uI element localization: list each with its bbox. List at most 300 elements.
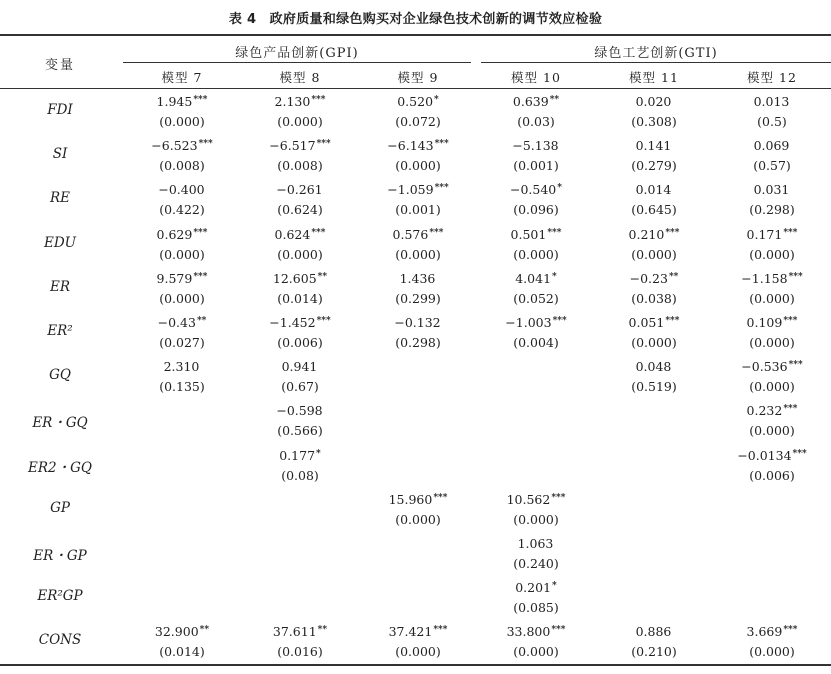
coefficient — [241, 177, 359, 199]
table-row — [0, 531, 831, 575]
coefficient — [241, 310, 359, 332]
coefficient-value: 2.310 — [163, 359, 200, 375]
significance-stars: * — [552, 581, 557, 592]
coefficient — [477, 354, 595, 376]
p-value: (0.000) — [631, 246, 677, 262]
coefficient — [713, 398, 831, 420]
coefficient — [241, 487, 359, 509]
p-value: (0.096) — [513, 202, 559, 218]
coefficient — [713, 89, 831, 111]
coefficient — [595, 133, 713, 155]
significance-stars: ** — [199, 625, 210, 636]
coefficient-value: −1.158 — [741, 270, 788, 286]
variable-name: ER² — [47, 322, 73, 339]
coefficient — [123, 443, 241, 465]
coefficient-value: 0.171 — [746, 226, 783, 242]
table-cell — [241, 531, 359, 575]
table-cell — [359, 177, 477, 221]
coefficient — [713, 487, 831, 509]
coefficient-value: 0.232 — [746, 403, 783, 419]
table-cell — [595, 89, 713, 133]
coefficient-value: 0.051 — [628, 314, 665, 330]
coefficient-value: 0.201 — [515, 580, 552, 596]
p-value: (0.001) — [395, 202, 441, 218]
table-cell — [713, 266, 831, 310]
coefficient — [595, 89, 713, 111]
table-cell — [477, 443, 595, 487]
significance-stars: *** — [433, 625, 448, 636]
coefficient — [359, 222, 477, 244]
p-value: (0.014) — [159, 644, 205, 660]
coefficient — [477, 266, 595, 288]
p-value — [713, 509, 831, 531]
coefficient — [241, 266, 359, 288]
coefficient-value: −6.143 — [387, 138, 434, 154]
table-row — [0, 398, 831, 442]
coefficient — [123, 177, 241, 199]
coefficient-value: 37.611 — [272, 624, 317, 640]
p-value: (0.5) — [757, 114, 787, 129]
table-cell — [595, 222, 713, 266]
p-value — [713, 597, 831, 619]
table-cell — [241, 133, 359, 177]
table-cell — [595, 310, 713, 354]
coefficient — [595, 487, 713, 509]
coefficient — [477, 531, 595, 553]
coefficient-value: −6.517 — [269, 138, 316, 154]
variable-name: ER・GQ — [32, 415, 88, 432]
p-value — [595, 509, 713, 531]
coefficient-value: 0.210 — [628, 226, 665, 242]
p-value: (0.000) — [749, 644, 795, 660]
variable-header: 变量 — [44, 58, 75, 73]
variable-name: EDU — [43, 234, 77, 251]
coefficient — [359, 310, 477, 332]
significance-stars: ** — [549, 95, 560, 105]
table-cell — [241, 398, 359, 442]
table-cell — [477, 222, 595, 266]
p-value: (0.000) — [395, 511, 441, 527]
coefficient — [359, 133, 477, 155]
p-value: (0.004) — [513, 334, 559, 350]
coefficient-value: 0.069 — [753, 138, 790, 154]
p-value: (0.240) — [513, 555, 559, 571]
coefficient — [359, 177, 477, 199]
table-cell — [241, 354, 359, 398]
model-header-11: 模型 11 — [629, 70, 679, 85]
table-cell — [241, 222, 359, 266]
coefficient-value: 0.624 — [274, 226, 311, 242]
table-cell — [477, 575, 595, 619]
p-value — [123, 509, 241, 531]
table-row — [0, 443, 831, 487]
table-cell — [713, 398, 831, 442]
coefficient-value: 0.109 — [746, 314, 783, 330]
coefficient-value: 37.421 — [388, 624, 433, 640]
coefficient-value: −0.0134 — [737, 447, 792, 463]
coefficient — [477, 133, 595, 155]
significance-stars: *** — [792, 448, 807, 459]
coefficient — [241, 89, 359, 111]
significance-stars: * — [434, 95, 439, 105]
coefficient — [241, 222, 359, 244]
significance-stars: *** — [665, 227, 680, 238]
table-row — [0, 177, 831, 221]
significance-stars: *** — [552, 315, 567, 326]
p-value: (0.135) — [159, 379, 205, 395]
p-value: (0.052) — [513, 290, 559, 306]
p-value: (0.000) — [513, 246, 559, 262]
significance-stars: *** — [434, 139, 449, 150]
significance-stars: *** — [783, 315, 798, 326]
coefficient — [477, 575, 595, 597]
significance-stars: *** — [193, 95, 208, 105]
coefficient-value: 0.520 — [397, 94, 434, 109]
coefficient — [241, 398, 359, 420]
table-cell — [123, 575, 241, 619]
coefficient-value: 0.177 — [279, 447, 316, 463]
table-cell — [713, 222, 831, 266]
significance-stars: *** — [783, 227, 798, 238]
coefficient-value: −1.059 — [387, 182, 434, 198]
coefficient-value: 9.579 — [156, 270, 193, 286]
coefficient-value: −0.43 — [157, 314, 196, 330]
table-body — [0, 89, 831, 663]
model-header-7: 模型 7 — [161, 70, 203, 85]
p-value: (0.67) — [281, 379, 319, 395]
variable-name: FDI — [47, 102, 73, 118]
coefficient — [241, 619, 359, 641]
significance-stars: *** — [547, 227, 562, 238]
variable-name: RE — [49, 190, 71, 207]
significance-stars: * — [557, 183, 562, 194]
p-value — [359, 465, 477, 487]
coefficient — [713, 266, 831, 288]
table-row — [0, 487, 831, 531]
significance-stars: *** — [788, 271, 803, 282]
table-cell — [123, 487, 241, 531]
table-cell — [359, 487, 477, 531]
significance-stars: *** — [783, 625, 798, 636]
variable-name: ER²GP — [37, 588, 83, 605]
significance-stars: ** — [317, 625, 328, 636]
table-cell — [713, 443, 831, 487]
coefficient — [123, 89, 241, 111]
coefficient — [359, 89, 477, 111]
model-header-8: 模型 8 — [279, 70, 321, 85]
table-cell — [713, 310, 831, 354]
coefficient-value: 15.960 — [388, 491, 433, 507]
p-value: (0.014) — [277, 290, 323, 306]
p-value: (0.006) — [277, 334, 323, 350]
model-header-9: 模型 9 — [397, 70, 439, 85]
coefficient-value: 1.945 — [156, 94, 193, 109]
p-value: (0.624) — [277, 202, 323, 218]
table-cell — [595, 575, 713, 619]
coefficient — [595, 310, 713, 332]
coefficient — [477, 619, 595, 641]
coefficient-value: −0.23 — [629, 270, 668, 286]
p-value — [359, 597, 477, 619]
table-cell — [359, 619, 477, 663]
p-value: (0.000) — [159, 246, 205, 262]
p-value: (0.000) — [749, 379, 795, 395]
table-cell — [595, 266, 713, 310]
significance-stars: *** — [551, 492, 566, 503]
bottom-rule — [0, 664, 831, 666]
p-value: (0.016) — [277, 644, 323, 660]
p-value — [241, 553, 359, 575]
coefficient-value: 2.130 — [274, 94, 311, 109]
coefficient-value: 0.020 — [635, 94, 672, 109]
table-cell — [123, 89, 241, 133]
coefficient-value: −0.540 — [510, 182, 557, 198]
coefficient-value: 33.800 — [506, 624, 551, 640]
coefficient-value: 0.014 — [635, 182, 672, 198]
table-row — [0, 575, 831, 619]
table-cell — [477, 487, 595, 531]
variable-name: CONS — [38, 632, 82, 649]
coefficient — [241, 531, 359, 553]
coefficient-value: 0.013 — [753, 94, 790, 109]
p-value: (0.072) — [395, 114, 441, 129]
table-row — [0, 266, 831, 310]
coefficient — [359, 531, 477, 553]
table-cell — [713, 575, 831, 619]
coefficient-value: −0.132 — [394, 314, 441, 330]
coefficient-value: 0.639 — [512, 94, 549, 109]
p-value: (0.008) — [277, 158, 323, 174]
coefficient — [241, 133, 359, 155]
p-value: (0.000) — [395, 644, 441, 660]
p-value: (0.038) — [631, 290, 677, 306]
coefficient — [359, 354, 477, 376]
p-value: (0.000) — [513, 511, 559, 527]
coefficient — [359, 266, 477, 288]
p-value — [123, 465, 241, 487]
p-value: (0.000) — [749, 246, 795, 262]
coefficient — [359, 619, 477, 641]
top-rule — [0, 34, 831, 36]
coefficient — [595, 575, 713, 597]
significance-stars: *** — [788, 360, 803, 371]
coefficient — [477, 487, 595, 509]
table-cell — [123, 398, 241, 442]
significance-stars: *** — [429, 227, 444, 238]
coefficient — [359, 398, 477, 420]
table-cell — [359, 266, 477, 310]
coefficient-value: 32.900 — [154, 624, 199, 640]
p-value — [477, 376, 595, 398]
p-value: (0.000) — [749, 334, 795, 350]
table-cell — [123, 354, 241, 398]
table-cell — [241, 89, 359, 133]
significance-stars: *** — [198, 139, 213, 150]
model-header-12: 模型 12 — [747, 70, 797, 85]
p-value — [595, 597, 713, 619]
table-row — [0, 222, 831, 266]
table-cell — [713, 619, 831, 663]
coefficient — [595, 531, 713, 553]
p-value — [359, 553, 477, 575]
coefficient — [713, 177, 831, 199]
p-value: (0.001) — [513, 158, 559, 174]
table-cell — [241, 487, 359, 531]
coefficient — [477, 443, 595, 465]
table-cell — [595, 487, 713, 531]
table-cell — [713, 487, 831, 531]
coefficient — [713, 310, 831, 332]
significance-stars: * — [552, 271, 557, 282]
p-value — [123, 420, 241, 442]
table-cell — [359, 575, 477, 619]
table-row — [0, 133, 831, 177]
p-value — [359, 420, 477, 442]
table-cell — [359, 531, 477, 575]
table-cell — [477, 177, 595, 221]
significance-stars: *** — [316, 315, 331, 326]
coefficient — [713, 443, 831, 465]
coefficient-value: −0.598 — [276, 403, 323, 419]
p-value: (0.008) — [159, 158, 205, 174]
coefficient-value: 0.886 — [635, 624, 672, 640]
coefficient — [713, 222, 831, 244]
coefficient — [241, 354, 359, 376]
table-cell — [123, 310, 241, 354]
table-cell — [241, 266, 359, 310]
table-cell — [123, 619, 241, 663]
p-value — [241, 597, 359, 619]
coefficient — [359, 487, 477, 509]
group-header-gti: 绿色工艺创新(GTI) — [594, 46, 718, 61]
p-value: (0.210) — [631, 644, 677, 660]
coefficient — [595, 619, 713, 641]
coefficient-value: −0.261 — [276, 182, 323, 198]
table-cell — [359, 222, 477, 266]
variable-name: ER — [49, 278, 71, 295]
coefficient — [123, 354, 241, 376]
significance-stars: *** — [434, 183, 449, 194]
p-value: (0.03) — [517, 114, 555, 129]
p-value: (0.085) — [513, 600, 559, 616]
coefficient — [123, 266, 241, 288]
p-value: (0.566) — [277, 423, 323, 439]
gti-group-rule — [481, 62, 831, 63]
table-cell — [123, 133, 241, 177]
table-cell — [359, 310, 477, 354]
table-cell — [595, 398, 713, 442]
coefficient — [477, 310, 595, 332]
coefficient-value: 3.669 — [746, 624, 783, 640]
table-cell — [123, 266, 241, 310]
coefficient — [477, 222, 595, 244]
coefficient-value: −1.003 — [505, 314, 552, 330]
variable-name: SI — [52, 146, 68, 163]
table-cell — [595, 177, 713, 221]
significance-stars: *** — [311, 95, 326, 105]
p-value: (0.000) — [159, 114, 205, 129]
table-row — [0, 89, 831, 133]
table-cell — [713, 133, 831, 177]
significance-stars: *** — [783, 404, 798, 415]
p-value: (0.308) — [631, 114, 677, 129]
table-cell — [241, 310, 359, 354]
coefficient — [713, 619, 831, 641]
p-value — [595, 553, 713, 575]
p-value: (0.000) — [395, 158, 441, 174]
coefficient-value: 4.041 — [515, 270, 552, 286]
table-cell — [713, 177, 831, 221]
p-value: (0.298) — [395, 334, 441, 350]
coefficient — [123, 133, 241, 155]
coefficient-value: 12.605 — [272, 270, 317, 286]
p-value: (0.000) — [513, 644, 559, 660]
coefficient — [713, 133, 831, 155]
table-cell — [359, 133, 477, 177]
p-value — [477, 420, 595, 442]
coefficient — [123, 487, 241, 509]
p-value — [595, 465, 713, 487]
p-value — [713, 553, 831, 575]
table-cell — [123, 222, 241, 266]
table-row — [0, 310, 831, 354]
table-cell — [359, 354, 477, 398]
table-cell — [477, 133, 595, 177]
coefficient — [477, 177, 595, 199]
coefficient-value: −1.452 — [269, 314, 316, 330]
table-row — [0, 354, 831, 398]
coefficient-value: 0.048 — [635, 359, 672, 375]
p-value — [477, 465, 595, 487]
p-value: (0.006) — [749, 467, 795, 483]
gpi-group-rule — [123, 62, 471, 63]
coefficient-value: 10.562 — [506, 491, 551, 507]
p-value: (0.299) — [395, 290, 441, 306]
significance-stars: *** — [193, 227, 208, 238]
variable-name: GQ — [49, 367, 71, 384]
p-value: (0.279) — [631, 158, 677, 174]
coefficient — [595, 398, 713, 420]
p-value: (0.000) — [631, 334, 677, 350]
coefficient — [595, 177, 713, 199]
coefficient-value: 0.629 — [156, 226, 193, 242]
significance-stars: *** — [316, 139, 331, 150]
coefficient — [123, 619, 241, 641]
table-cell — [713, 89, 831, 133]
table-cell — [241, 619, 359, 663]
table-row — [0, 619, 831, 663]
table-cell — [359, 398, 477, 442]
coefficient — [713, 354, 831, 376]
coefficient-value: −0.536 — [741, 359, 788, 375]
table-cell — [595, 443, 713, 487]
p-value: (0.000) — [277, 246, 323, 262]
coefficient — [123, 222, 241, 244]
coefficient — [595, 222, 713, 244]
coefficient — [123, 531, 241, 553]
p-value — [241, 509, 359, 531]
p-value: (0.000) — [277, 114, 323, 129]
coefficient-value: −6.523 — [151, 138, 198, 154]
variable-name: ER2・GQ — [28, 459, 92, 476]
significance-stars: ** — [668, 271, 679, 282]
p-value: (0.519) — [631, 379, 677, 395]
coefficient — [123, 310, 241, 332]
table-cell — [713, 354, 831, 398]
coefficient — [241, 575, 359, 597]
table-cell — [241, 575, 359, 619]
table-cell — [595, 531, 713, 575]
